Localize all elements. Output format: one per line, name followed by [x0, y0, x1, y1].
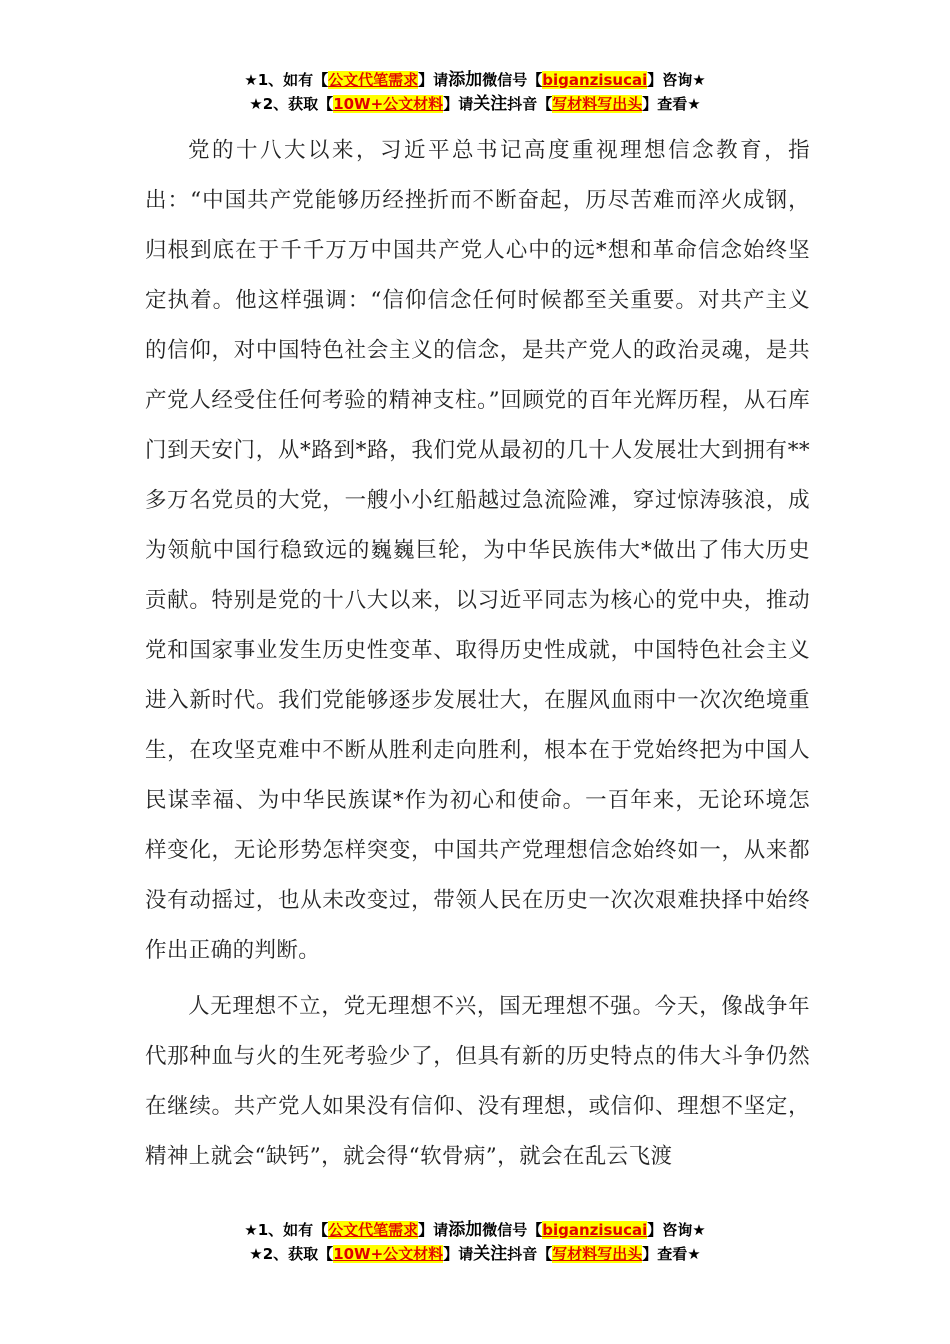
footer-highlight-materials: 10W+公文材料 — [333, 1245, 444, 1263]
footer-banner — [0, 1218, 950, 1266]
footer-highlight-service: 公文代笔需求 — [328, 1221, 419, 1239]
article-body — [145, 126, 810, 1182]
highlight-wechat-id: biganzisucai — [542, 71, 648, 89]
header-banner — [0, 68, 950, 116]
footer-banner-line-2: ★2、获取【10W+公文材料】请关注抖音【写材料写出头】查看★ — [249, 1244, 701, 1264]
banner-line-1: ★1、如有【公文代笔需求】请添加微信号【biganzisucai】咨询★ — [244, 70, 706, 90]
highlight-douyin-account: 写材料写出头 — [552, 95, 643, 113]
banner-line-2: ★2、获取【10W+公文材料】请关注抖音【写材料写出头】查看★ — [249, 94, 701, 114]
paragraph-2: 人无理想不立，党无理想不兴，国无理想不强。今天，像战争年代那种血与火的生死考验少了，但具有新的历史特点的伟大斗争仍然在继续。共产党人如果没有信仰、没有理想，或信仰、理想不坚定，精神上就会“缺钙”，就会得“软骨病”，就会在乱云飞渡 — [145, 994, 810, 1169]
footer-banner-line-1: ★1、如有【公文代笔需求】请添加微信号【biganzisucai】咨询★ — [244, 1220, 706, 1240]
footer-highlight-douyin-account: 写材料写出头 — [552, 1245, 643, 1263]
highlight-service: 公文代笔需求 — [328, 71, 419, 89]
paragraph-1: 党的十八大以来，习近平总书记高度重视理想信念教育，指出：“中国共产党能够历经挫折而不断奋起，历尽苦难而淬火成钢，归根到底在于千千万万中国共产党人心中的远*想和革命信念始终坚定执着。他这样强调：“信仰信念任何时候都至关重要。对共产主义的信仰，对中国特色社会主义的信念，是共产党人的政治灵魂，是共产党人经受住任何考验的精神支柱。”回顾党的百年光辉历程，从石库门到天安门，从*路到*路，我们党从最初的几十人发展壮大到拥有**多万名党员的大党，一艘小小红船越过急流险滩，穿过惊涛骇浪，成为领航中国行稳致远的巍巍巨轮，为中华民族伟大*做出了伟大历史贡献。特别是党的十八大以来，以习近平同志为核心的党中央，推动党和国家事业发生历史性变革、取得历史性成就，中国特色社会主义进入新时代。我们党能够逐步发展壮大，在腥风血雨中一次次绝境重生，在攻坚克难中不断从胜利走向胜利，根本在于党始终把为中国人民谋幸福、为中华民族谋*作为初心和使命。一百年来，无论环境怎样变化，无论形势怎样突变，中国共产党理想信念始终如一，从来都没有动摇过，也从未改变过，带领人民在历史一次次艰难抉择中始终作出正确的判断。 — [145, 138, 810, 963]
highlight-materials: 10W+公文材料 — [333, 95, 444, 113]
footer-highlight-wechat-id: biganzisucai — [542, 1221, 648, 1239]
